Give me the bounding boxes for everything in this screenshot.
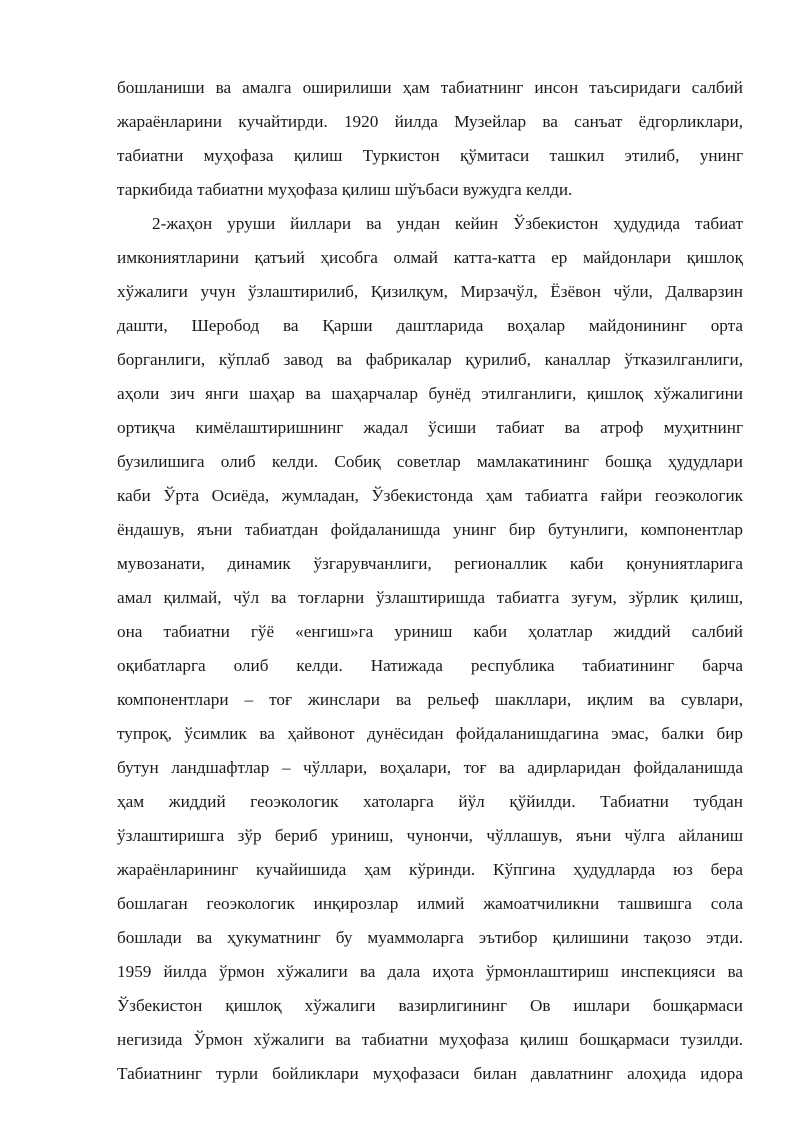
- text-line: жараёнларини кучайтирди. 1920 йилда Музейлар ва санъат ёдгорликлари,: [117, 112, 743, 131]
- text-line: бошлаган геоэкологик инқирозлар илмий жамоатчиликни ташвишга сола: [117, 894, 743, 913]
- text-line: табиатни муҳофаза қилиш Туркистон қўмитаси ташкил этилиб, унинг: [117, 146, 743, 165]
- paragraph-first-line: 2-жаҳон уруши йиллари ва ундан кейин Ўзбекистон ҳудудида табиат: [152, 214, 743, 233]
- text-line: каби Ўрта Осиёда, жумладан, Ўзбекистонда ҳам табиатга ғайри геоэкологик: [117, 486, 743, 505]
- text-line: борганлиги, кўплаб завод ва фабрикалар қурилиб, каналлар ўтказилганлиги,: [117, 350, 743, 369]
- text-line: негизида Ўрмон хўжалиги ва табиатни муҳофаза қилиш бошқармаси тузилди.: [117, 1030, 743, 1049]
- text-line: имкониятларини қатъий ҳисобга олмай катта-катта ер майдонлари қишлоқ: [117, 248, 743, 267]
- text-line: бошланиши ва амалга оширилиши ҳам табиатнинг инсон таъсиридаги салбий: [117, 78, 743, 97]
- text-line: Табиатнинг турли бойликлари муҳофазаси билан давлатнинг алоҳида идора: [117, 1064, 743, 1083]
- text-line: ёндашув, яъни табиатдан фойдаланишда унинг бир бутунлиги, компонентлар: [117, 520, 743, 539]
- body-text: [117, 71, 743, 1091]
- text-line: бошлади ва ҳукуматнинг бу муаммоларга эътибор қилишини тақозо этди.: [117, 928, 743, 947]
- text-line: тупроқ, ўсимлик ва ҳайвонот дунёсидан фойдаланишдагина эмас, балки бир: [117, 724, 743, 743]
- text-line: ортиқча кимёлаштиришнинг жадал ўсиши табиат ва атроф муҳитнинг: [117, 418, 743, 437]
- text-line: дашти, Шеробод ва Қарши даштларида воҳалар майдонининг орта: [117, 316, 743, 335]
- text-line: мувозанати, динамик ўзгарувчанлиги, регионаллик каби қонуниятларига: [117, 554, 743, 573]
- text-line: аҳоли зич янги шаҳар ва шаҳарчалар бунёд этилганлиги, қишлоқ хўжалигини: [117, 384, 743, 403]
- text-line: бутун ландшафтлар – чўллари, воҳалари, тоғ ва адирларидан фойдаланишда: [117, 758, 743, 777]
- text-line: амал қилмай, чўл ва тоғларни ўзлаштиришда табиатга зуғум, зўрлик қилиш,: [117, 588, 743, 607]
- text-line: жараёнларининг кучайишида ҳам кўринди. Кўпгина ҳудудларда юз бера: [117, 860, 743, 879]
- text-line: она табиатни гўё «енгиш»га уриниш каби ҳолатлар жиддий салбий: [117, 622, 743, 641]
- text-line: ҳам жиддий геоэкологик хатоларга йўл қўйилди. Табиатни тубдан: [117, 792, 743, 811]
- text-line: компонентлари – тоғ жинслари ва рельеф шакллари, иқлим ва сувлари,: [117, 690, 743, 709]
- text-line: Ўзбекистон қишлоқ хўжалиги вазирлигининг Ов ишлари бошқармаси: [117, 996, 743, 1015]
- text-line: бузилишига олиб келди. Собиқ советлар мамлакатининг бошқа ҳудудлари: [117, 452, 743, 471]
- text-line: хўжалиги учун ўзлаштирилиб, Қизилқум, Мирзачўл, Ёзёвон чўли, Далварзин: [117, 282, 743, 301]
- text-line: ўзлаштиришга зўр бериб уриниш, чунончи, чўллашув, яъни чўлга айланиш: [117, 826, 743, 845]
- paragraph-end-line: таркибида табиатни муҳофаза қилиш шўъбаси вужудга келди.: [117, 180, 573, 199]
- text-line: оқибатларга олиб келди. Натижада республика табиатининг барча: [117, 656, 743, 675]
- text-line: 1959 йилда ўрмон хўжалиги ва дала иҳота ўрмонлаштириш инспекцияси ва: [117, 962, 743, 981]
